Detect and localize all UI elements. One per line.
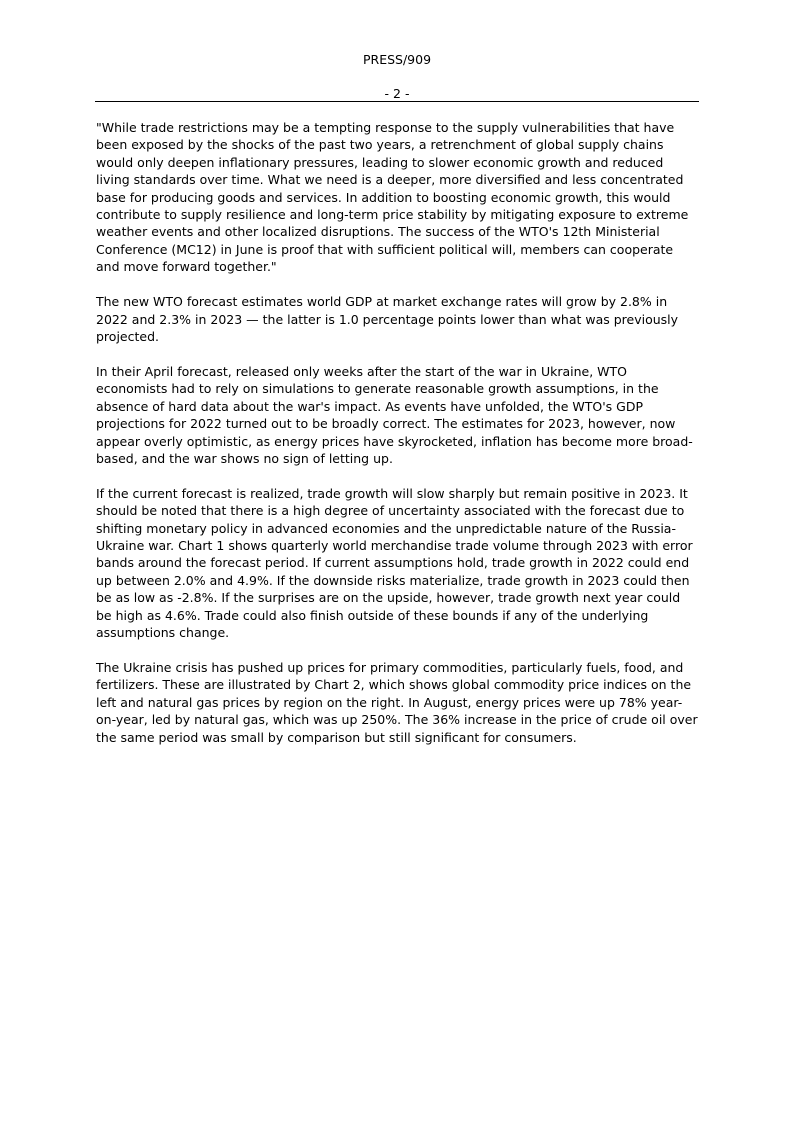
paragraph-april-forecast: In their April forecast, released only weeks after the start of the war in Ukraine, WTO economists had to rely on simulations to generate reasonable growth assumptions, in the absence of hard data about the war's impact. As events have unfolded, the WTO's GDP projections for 2022 turned out to be broadly correct. The estimates for 2023, however, now appear overly optimistic, as energy prices have skyrocketed, inflation has become more broad-based, and the war shows no sign of letting up.	[96, 363, 693, 466]
paragraph-trade-growth: If the current forecast is realized, trade growth will slow sharply but remain positive in 2023. It should be noted that there is a high degree of uncertainty associated with the forecast due to shifting monetary policy in advanced economies and the unpredictable nature of the Russia-Ukraine war. Chart 1 shows quarterly world merchandise trade volume through 2023 with error bands around the forecast period. If current assumptions hold, trade growth in 2022 could end up between 2.0% and 4.9%. If the downside risks materialize, trade growth in 2023 could then be as low as -2.8%. If the surprises are on the upside, however, trade growth next year could be high as 4.6%. Trade could also finish outside of these bounds if any of the underlying assumptions change.	[96, 485, 693, 641]
document-reference: PRESS/909	[362, 52, 432, 67]
paragraph-quote: "While trade restrictions may be a tempting response to the supply vulnerabilities that have been exposed by the shocks of the past two years, a retrenchment of global supply chains would only deepen inflationary pressures, leading to slower economic growth and reduced living standards over time. What we need is a deeper, more diversified and less concentrated base for producing goods and services. In addition to boosting economic growth, this would contribute to supply resilience and long-term price stability by mitigating exposure to extreme weather events and other localized disruptions. The success of the WTO's 12th Ministerial Conference (MC12) in June is proof that with sufficient political will, members can cooperate and move forward together."	[96, 120, 689, 275]
page-number: - 2 -	[384, 86, 410, 101]
document-body	[96, 119, 699, 764]
header-divider	[95, 101, 699, 102]
paragraph-commodity-prices: The Ukraine crisis has pushed up prices for primary commodities, particularly fuels, food, and fertilizers. These are illustrated by Chart 2, which shows global commodity price indices on the left and natural gas prices by region on the right. In August, energy prices were up 78% year-on-year, led by natural gas, which was up 250%. The 36% increase in the price of crude oil over the same period was small by comparison but still significant for consumers.	[96, 659, 698, 745]
paragraph-gdp-forecast: The new WTO forecast estimates world GDP at market exchange rates will grow by 2.8% in 2022 and 2.3% in 2023 — the latter is 1.0 percentage points lower than what was previously projected.	[96, 294, 679, 344]
